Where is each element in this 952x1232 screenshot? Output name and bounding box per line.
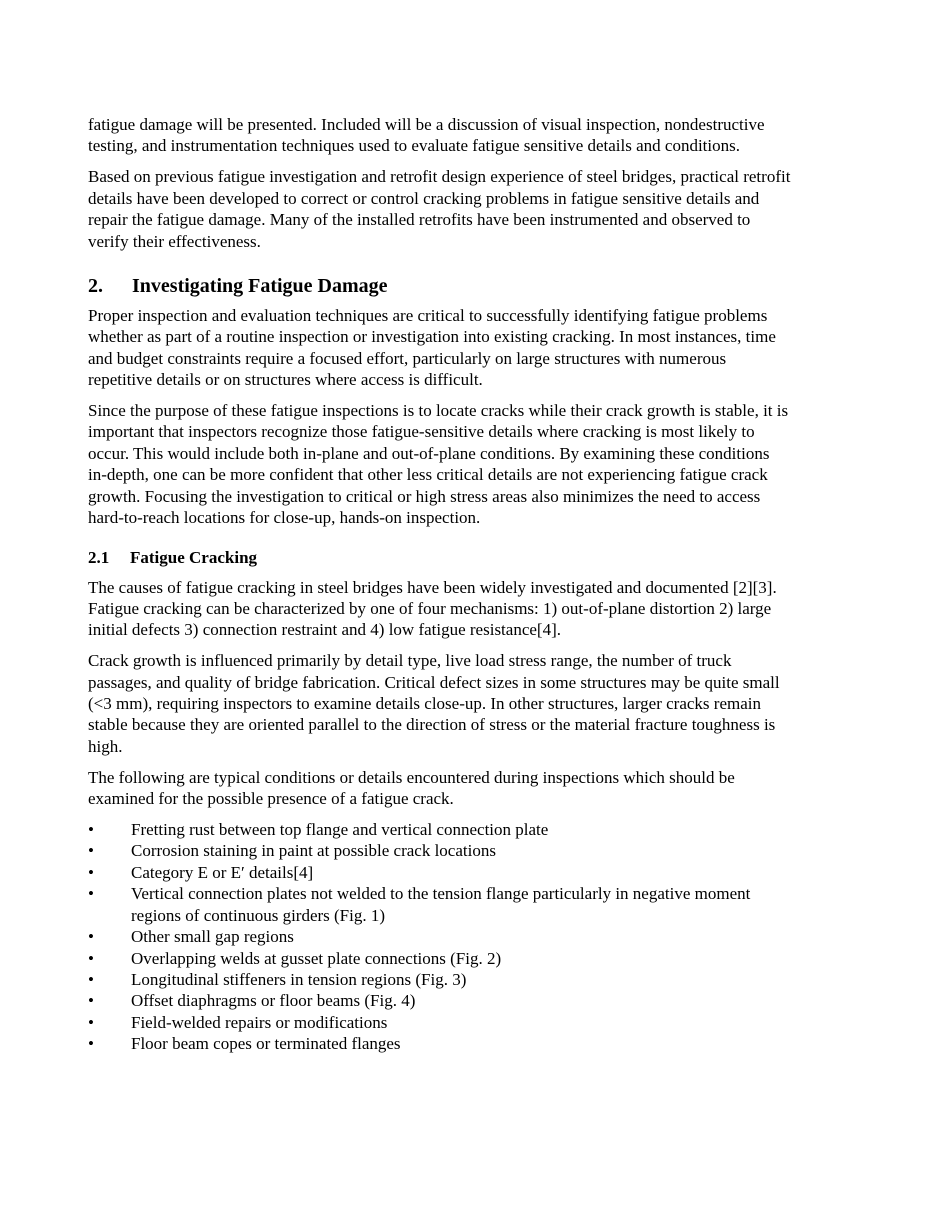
paragraph — [88, 400, 878, 528]
text-line: repetitive details or on structures where access is difficult. — [88, 370, 483, 390]
bullet-icon: • — [88, 841, 94, 861]
section-title: Investigating Fatigue Damage — [132, 274, 388, 297]
list-item — [88, 1012, 878, 1033]
text-line: verify their effectiveness. — [88, 231, 261, 251]
list-item — [88, 969, 878, 990]
list-item — [88, 862, 878, 883]
text-line: Floor beam copes or terminated flanges — [131, 1034, 401, 1054]
document-page — [88, 114, 878, 1055]
text-line: details have been developed to correct or control cracking problems in fatigue sensitive details and — [88, 188, 760, 208]
text-line: regions of continuous girders (Fig. 1) — [131, 905, 386, 925]
text-line: in-depth, one can be more confident that other less critical details are not experiencing fatigue crack — [88, 465, 768, 485]
section-heading-2 — [88, 274, 878, 298]
text-line: Fatigue cracking can be characterized by one of four mechanisms: 1) out-of-plane distortion 2) large — [88, 598, 772, 618]
list-item — [88, 819, 878, 840]
bullet-icon: • — [88, 991, 94, 1011]
paragraph — [88, 114, 878, 157]
bullet-icon: • — [88, 862, 94, 882]
section-2-1-body — [88, 577, 878, 810]
list-item — [88, 1033, 878, 1054]
section-number: 2. — [88, 274, 103, 297]
text-line: Other small gap regions — [131, 927, 294, 947]
text-line: Vertical connection plates not welded to the tension flange particularly in negative moment — [131, 884, 751, 904]
text-line: Longitudinal stiffeners in tension regions (Fig. 3) — [131, 969, 467, 989]
intro-section — [88, 114, 878, 252]
text-line: Based on previous fatigue investigation and retrofit design experience of steel bridges, practical retrofit — [88, 167, 791, 187]
bullet-icon: • — [88, 927, 94, 947]
bullet-icon: • — [88, 948, 94, 968]
paragraph — [88, 166, 878, 252]
text-line: Fretting rust between top flange and vertical connection plate — [131, 820, 549, 840]
list-item — [88, 883, 878, 926]
text-line: Crack growth is influenced primarily by detail type, live load stress range, the number of truck — [88, 651, 732, 671]
text-line: and budget constraints require a focused effort, particularly on large structures with numerous — [88, 348, 727, 368]
section-2-body — [88, 305, 878, 529]
text-line: Field-welded repairs or modifications — [131, 1012, 388, 1032]
text-line: testing, and instrumentation techniques used to evaluate fatigue sensitive details and conditions. — [88, 136, 740, 156]
paragraph — [88, 650, 878, 757]
text-line: occur. This would include both in-plane and out-of-plane conditions. By examining these conditions — [88, 443, 770, 463]
text-line: repair the fatigue damage. Many of the installed retrofits have been instrumented and observed to — [88, 210, 751, 230]
list-item — [88, 948, 878, 969]
text-line: Since the purpose of these fatigue inspections is to locate cracks while their crack growth is stable, it is — [88, 401, 789, 421]
text-line: Overlapping welds at gusset plate connections (Fig. 2) — [131, 948, 502, 968]
text-line: (<3 mm), requiring inspectors to examine details close-up. In other structures, larger cracks remain — [88, 694, 761, 714]
paragraph — [88, 577, 878, 641]
text-line: The following are typical conditions or details encountered during inspections which should be — [88, 767, 735, 787]
text-line: initial defects 3) connection restraint and 4) low fatigue resistance[4]. — [88, 620, 561, 640]
text-line: passages, and quality of bridge fabrication. Critical defect sizes in some structures may be quite small — [88, 672, 780, 692]
bullet-icon: • — [88, 1034, 94, 1054]
section-heading-2-1 — [88, 547, 878, 569]
text-line: hard-to-reach locations for close-up, hands-on inspection. — [88, 508, 481, 528]
section-number: 2.1 — [88, 547, 110, 567]
text-line: The causes of fatigue cracking in steel bridges have been widely investigated and documented [2][3]. — [88, 577, 777, 597]
list-item — [88, 840, 878, 861]
section-title: Fatigue Cracking — [130, 547, 258, 567]
text-line: important that inspectors recognize those fatigue-sensitive details where cracking is most likely to — [88, 422, 755, 442]
list-item — [88, 990, 878, 1011]
text-line: Proper inspection and evaluation techniques are critical to successfully identifying fatigue problems — [88, 305, 768, 325]
bullet-icon: • — [88, 884, 94, 904]
paragraph — [88, 305, 878, 391]
text-line: growth. Focusing the investigation to critical or high stress areas also minimizes the need to access — [88, 486, 761, 506]
text-line: Corrosion staining in paint at possible crack locations — [131, 841, 496, 861]
text-line: fatigue damage will be presented. Included will be a discussion of visual inspection, nondestructive — [88, 115, 765, 134]
bullet-icon: • — [88, 1012, 94, 1032]
text-line: high. — [88, 736, 123, 756]
text-line: Category E or E′ details[4] — [131, 862, 314, 882]
text-line: examined for the possible presence of a fatigue crack. — [88, 789, 454, 809]
bullet-icon: • — [88, 820, 94, 840]
text-line: Offset diaphragms or floor beams (Fig. 4) — [131, 991, 416, 1011]
text-line: whether as part of a routine inspection or investigation into existing cracking. In most instances, time — [88, 327, 776, 347]
list-item — [88, 926, 878, 947]
text-line: stable because they are oriented parallel to the direction of stress or the material fracture toughness is — [88, 715, 776, 735]
inspection-conditions-list — [88, 819, 878, 1054]
bullet-icon: • — [88, 969, 94, 989]
paragraph — [88, 767, 878, 810]
